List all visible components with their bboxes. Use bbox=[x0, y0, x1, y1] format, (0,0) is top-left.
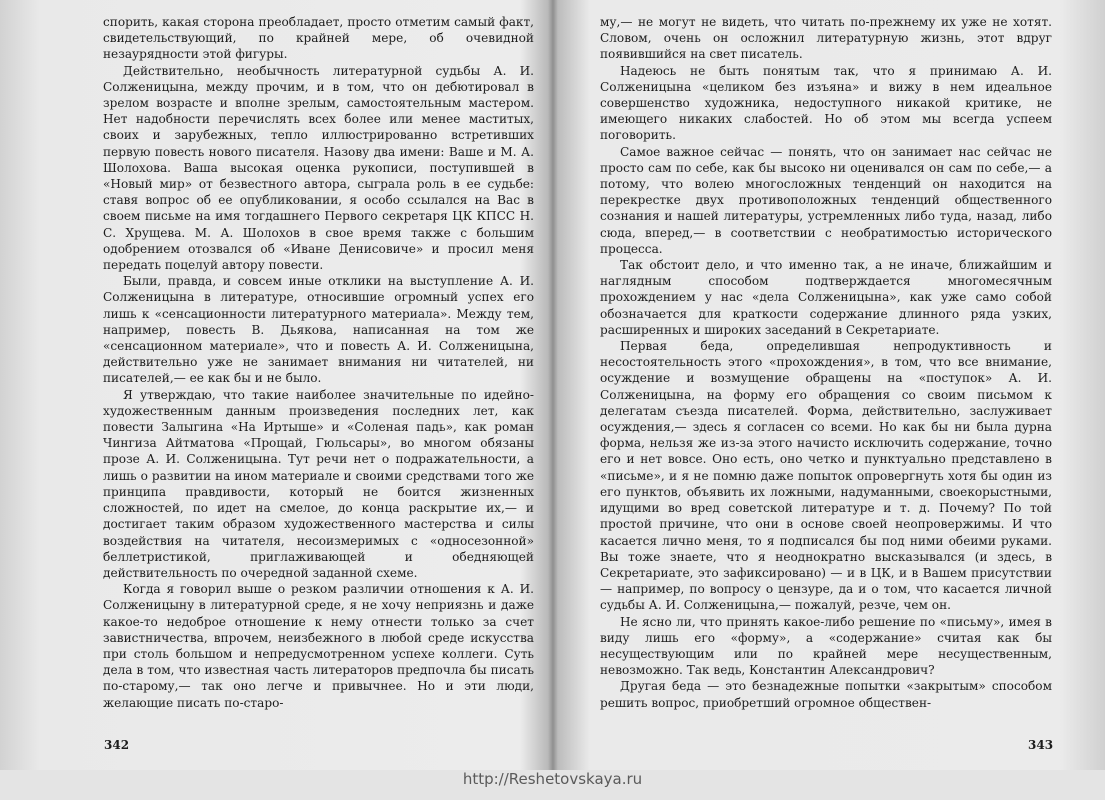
right-page bbox=[600, 14, 1052, 711]
left-page bbox=[103, 14, 534, 711]
right-page-text bbox=[600, 14, 1052, 711]
paragraph: Так обстоит дело, и что именно так, а не иначе, ближайшим и наглядным способом подтверждается многомесячным прохождением у нас «дела Солженицына», как уже само собой обозначается для краткости содержание длинного ряда узких, расширенных и широких заседаний в Секретариате. bbox=[600, 258, 1052, 337]
paragraph: Другая беда — это безнадежные попытки «закрытым» способом решить вопрос, приобретший огромное обществен- bbox=[600, 679, 1052, 710]
page-number-right: 343 bbox=[1028, 738, 1054, 752]
page-number-left: 342 bbox=[104, 738, 130, 752]
paragraph: Были, правда, и совсем иные отклики на выступление А. И. Солженицына в литературе, относившие огромный успех его лишь к «сенсационности литературного материала». Между тем, например, повесть В. Дьякова, написанная на том же «сенсационном материале», что и повесть А. И. Солженицына, действительно уже не занимает внимания ни читателей, ни писателей,— ее как бы и не было. bbox=[103, 274, 534, 386]
paragraph: Не ясно ли, что принять какое-либо решение по «письму», имея в виду лишь его «форму», а «содержание» считая как бы несуществующим или по крайней мере несущественным, невозможно. Так ведь, Константин Александрович? bbox=[600, 614, 1052, 678]
paragraph: спорить, какая сторона преобладает, просто отметим самый факт, свидетельствующий, по крайней мере, об очевидной незаурядности этой фигуры. bbox=[103, 15, 534, 62]
paragraph: Когда я говорил выше о резком различии отношения к А. И. Солженицыну в литературной среде, я не хочу неприязнь и даже какое-то недоброе отношение к нему отнести только за счет завистничества, впрочем, неизбежного в любой среде искусства при столь большом и непредусмотренном успехе коллеги. Суть дела в том, что известная часть литераторов предпочла бы писать по-старому,— так оно легче и привычнее. Но и эти люди, желающие писать по-старо- bbox=[103, 582, 534, 710]
paragraph: Действительно, необычность литературной судьбы А. И. Солженицына, между прочим, и в том, что он дебютировал в зрелом возрасте и вполне зрелым, самостоятельным мастером. Нет надобности перечислять всех более или менее маститых, своих и зарубежных, тепло иллюстрированно встретивших первую повесть нового писателя. Назову два имени: Ваше и М. А. Шолохова. Ваша высокая оценка рукописи, поступившей в «Новый мир» от безвестного автора, сыграла роль в ее судьбе: ставя вопрос об ее опубликовании, я особо ссылался на Вас в своем письме на имя тогдашнего Первого секретаря ЦК КПСС Н. С. Хрущева. М. А. Шолохов в свое время также с большим одобрением отозвался об «Иване Денисовиче» и просил меня передать поцелуй автору повести. bbox=[103, 63, 534, 273]
paragraph: Надеюсь не быть понятым так, что я принимаю А. И. Солженицына «целиком без изъяна» и вижу в нем идеальное совершенство художника, недоступного никакой критике, не имеющего никаких слабостей. Но об этом мы всегда успеем поговорить. bbox=[600, 63, 1052, 143]
paragraph: му,— не могут не видеть, что читать по-прежнему их уже не хотят. Словом, очень он осложнил литературную жизнь, этот вдруг появившийся на свет писатель. bbox=[600, 15, 1052, 62]
paragraph: Самое важное сейчас — понять, что он занимает нас сейчас не просто сам по себе, как бы высоко ни оценивался он сам по себе,— а потому, что волею многосложных тенденций он находится на перекрестке двух противоположных тенденций общественного сознания и нашей литературы, устремленных либо туда, назад, либо сюда, вперед,— в соответствии с необратимостью исторического процесса. bbox=[600, 144, 1052, 256]
left-page-text bbox=[103, 14, 534, 711]
paragraph: Я утверждаю, что такие наиболее значительные по идейно-художественным данным произведения последних лет, как повести Залыгина «На Иртыше» и «Соленая падь», как роман Чингиза Айтматова «Прощай, Гюльсары», во многом обязаны прозе А. И. Солженицына. Тут речи нет о подражательности, а лишь о развитии на ином материале и своими средствами того же принципа правдивости, который не боится жизненных сложностей, по идет на смелое, до конца раскрытие их,— и достигает таким образом художественного мастерства и силы воздействия на читателя, несоизмеримых с «односезонной» беллетристикой, приглаживающей и обедняющей действительность по очередной заданной схеме. bbox=[103, 387, 534, 580]
paragraph: Первая беда, определившая непродуктивность и несостоятельность этого «прохождения», в том, что все внимание, осуждение и возмущение обращены на «поступок» А. И. Солженицына, на форму его обращения со своим письмом к делегатам съезда писателей. Форма, действительно, заслуживает осуждения,— здесь я согласен со всеми. Но как бы ни была дурна форма, нельзя же из-за этого начисто исключить содержание, точно его и нет вовсе. Оно есть, оно четко и пунктуально представлено в «письме», и я не помню даже попыток опровергнуть хотя бы один из его пунктов, объявить их ложными, надуманными, своекорыстными, идущими во вред советской литературе и т. д. Почему? По той простой причине, что они в основе своей неопровержимы. И что касается лично меня, то я подписался бы под ними обеими руками. Вы тоже знаете, что я неоднократно высказывался (и здесь, в Секретариате, это зафиксировано) — и в ЦК, и в Вашем присутствии — например, по вопросу о цензуре, да и о том, что касается личной судьбы А. И. Солженицына,— пожалуй, резче, чем он. bbox=[600, 339, 1052, 613]
source-url: http://Reshetovskaya.ru bbox=[462, 770, 643, 788]
